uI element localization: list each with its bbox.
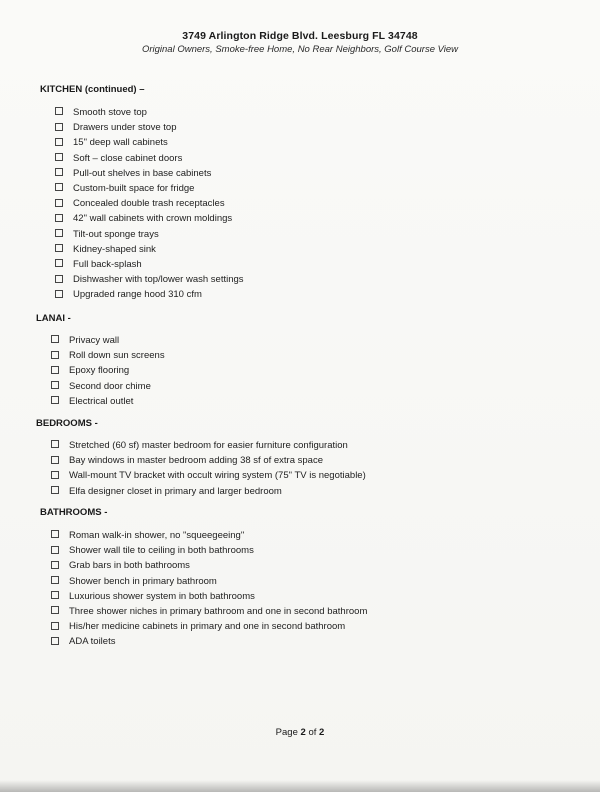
- page-number: [0, 727, 600, 738]
- checkbox-icon: [51, 622, 59, 630]
- checkbox-icon: [51, 396, 59, 404]
- checklist-item-label: Smooth stove top: [73, 107, 147, 118]
- checklist-item: [51, 395, 133, 409]
- checklist-item: [51, 605, 367, 619]
- checklist-item: [51, 469, 366, 483]
- checklist-item-label: Dishwasher with top/lower wash settings: [73, 274, 244, 286]
- checklist-item: [51, 364, 129, 378]
- checklist-item-label: Luxurious shower system in both bathrooms: [69, 590, 255, 602]
- checkbox-icon: [55, 183, 63, 191]
- page-word: Page: [275, 727, 298, 738]
- checklist-item: [51, 575, 217, 589]
- checklist-item: [51, 590, 255, 604]
- checklist-item: [55, 152, 182, 166]
- checkbox-icon: [51, 530, 59, 538]
- section-heading: KITCHEN (continued) –: [40, 84, 145, 95]
- checklist-item: [55, 197, 225, 211]
- checklist-item-label: 15" deep wall cabinets: [73, 137, 168, 149]
- checkbox-icon: [51, 606, 59, 614]
- checkbox-icon: [55, 138, 63, 146]
- checklist-item-label: Stretched (60 sf) master bedroom for easier furniture configuration: [69, 440, 348, 451]
- checklist-item-label: Concealed double trash receptacles: [73, 198, 225, 210]
- checkbox-icon: [51, 366, 59, 374]
- checklist-item: [55, 258, 142, 272]
- checklist-item-label: Upgraded range hood 310 cfm: [73, 289, 202, 301]
- checkbox-icon: [55, 123, 63, 131]
- checklist-item: [51, 620, 345, 634]
- checkbox-icon: [51, 486, 59, 494]
- checklist-item-label: Full back-splash: [73, 259, 142, 270]
- section-heading: BEDROOMS -: [36, 418, 98, 429]
- checklist-item: [51, 334, 119, 348]
- checkbox-icon: [55, 275, 63, 283]
- checklist-item: [55, 228, 159, 242]
- checkbox-icon: [51, 591, 59, 599]
- checklist-item-label: His/her medicine cabinets in primary and one in second bathroom: [69, 621, 346, 633]
- checkbox-icon: [55, 214, 63, 222]
- checkbox-icon: [55, 244, 63, 252]
- page-of: of: [308, 727, 317, 738]
- checkbox-icon: [55, 153, 63, 161]
- section-heading: LANAI -: [36, 313, 71, 324]
- checklist-item-label: Shower wall tile to ceiling in both bathrooms: [69, 545, 254, 557]
- checklist-item: [51, 380, 151, 394]
- checkbox-icon: [55, 168, 63, 176]
- checklist-item: [51, 635, 115, 649]
- checkbox-icon: [51, 335, 59, 343]
- checklist-item: [51, 529, 244, 543]
- checklist-item-label: Elfa designer closet in primary and larger bedroom: [69, 485, 282, 497]
- document-title: 3749 Arlington Ridge Blvd. Leesburg FL 34748: [182, 30, 418, 42]
- checklist-item-label: Electrical outlet: [69, 395, 134, 407]
- checklist-item: [55, 273, 244, 287]
- checklist-item-label: Roman walk-in shower, no "squeegeeing": [69, 530, 245, 541]
- document-subtitle: Original Owners, Smoke-free Home, No Rear Neighbors, Golf Course View: [141, 44, 459, 55]
- checklist-item-label: Grab bars in both bathrooms: [69, 560, 190, 572]
- checkbox-icon: [55, 107, 63, 115]
- checkbox-icon: [51, 546, 59, 554]
- checklist-item-label: Tilt-out sponge trays: [73, 228, 159, 240]
- checklist-item-label: Three shower niches in primary bathroom and one in second bathroom: [69, 606, 368, 617]
- section-heading: BATHROOMS -: [40, 507, 108, 518]
- page-total: 2: [319, 727, 325, 738]
- checklist-item-label: Bay windows in master bedroom adding 38 sf of extra space: [69, 455, 323, 467]
- checkbox-icon: [51, 576, 59, 584]
- checkbox-icon: [51, 440, 59, 448]
- checklist-item: [55, 121, 177, 135]
- checkbox-icon: [51, 351, 59, 359]
- checkbox-icon: [55, 199, 63, 207]
- checklist-item: [55, 212, 232, 226]
- checklist-item-label: Custom-built space for fridge: [73, 183, 195, 194]
- checklist-item: [51, 485, 282, 499]
- checklist-item: [55, 182, 194, 196]
- checklist-item: [51, 544, 254, 558]
- page-current: 2: [300, 727, 306, 738]
- checklist-item: [55, 106, 147, 120]
- checklist-item: [55, 167, 211, 181]
- checkbox-icon: [51, 561, 59, 569]
- checkbox-icon: [51, 456, 59, 464]
- checklist-item: [51, 559, 190, 573]
- checklist-item-label: Wall-mount TV bracket with occult wiring system (75" TV is negotiable): [69, 470, 366, 482]
- checkbox-icon: [55, 290, 63, 298]
- checklist-item: [55, 243, 156, 257]
- checklist-item: [51, 454, 323, 468]
- checkbox-icon: [55, 259, 63, 267]
- checklist-item-label: Shower bench in primary bathroom: [69, 575, 217, 587]
- checklist-item-label: Privacy wall: [69, 335, 120, 346]
- checkbox-icon: [51, 471, 59, 479]
- checkbox-icon: [55, 229, 63, 237]
- checklist-item-label: Roll down sun screens: [69, 350, 165, 362]
- checklist-item-label: Epoxy flooring: [69, 365, 130, 377]
- checklist-item: [51, 349, 165, 363]
- checklist-item-label: Second door chime: [69, 380, 151, 392]
- checklist-item-label: Soft – close cabinet doors: [73, 152, 183, 164]
- checklist-item-label: Drawers under stove top: [73, 122, 177, 134]
- scan-edge-shadow: [0, 780, 600, 792]
- checklist-item-label: 42" wall cabinets with crown moldings: [73, 213, 233, 225]
- checklist-item: [55, 288, 202, 302]
- checklist-item: [55, 136, 168, 150]
- checklist-item-label: ADA toilets: [69, 636, 116, 648]
- checklist-item-label: Pull-out shelves in base cabinets: [73, 167, 212, 179]
- checkbox-icon: [51, 381, 59, 389]
- checklist-item: [51, 439, 348, 453]
- checklist-item-label: Kidney-shaped sink: [73, 243, 156, 255]
- checkbox-icon: [51, 637, 59, 645]
